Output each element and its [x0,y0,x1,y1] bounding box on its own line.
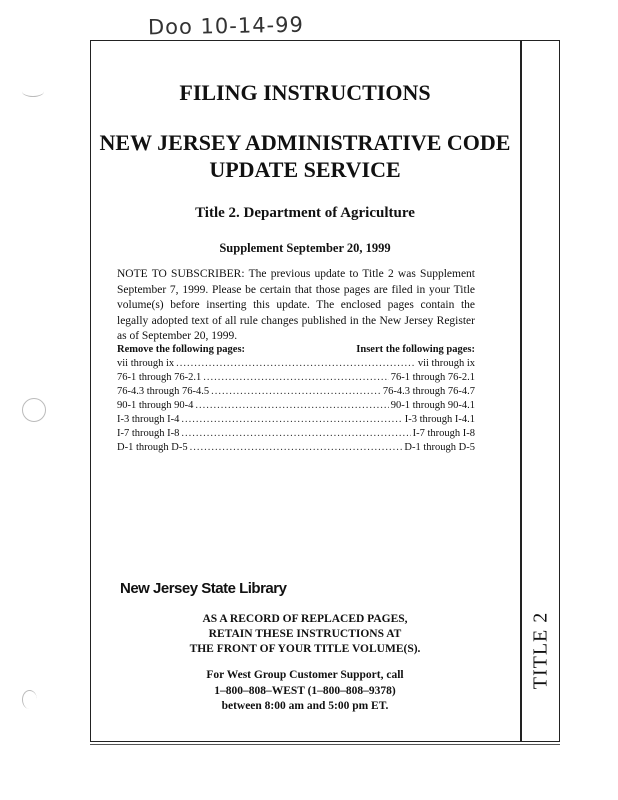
library-stamp: New Jersey State Library [120,580,287,597]
insert-range: 76-4.3 through 76-4.7 [382,386,475,397]
bottom-rule [90,744,560,745]
leader-dots [181,428,410,439]
remove-range: I-7 through I-8 [117,428,180,439]
record-notice [90,612,520,657]
leader-dots [211,386,381,397]
handwritten-stamp: Doo 10-14-99 [147,12,305,40]
leader-dots [195,400,388,411]
leader-dots [190,442,403,453]
table-row [117,386,475,400]
insert-range: I-3 through I-4.1 [404,414,475,425]
note-to-subscriber: NOTE TO SUBSCRIBER: The previous update to Title 2 was Supplement September 7, 1999. Please be certain that those pages are filed in your Title volume(s) before inserting this update. The enclosed pages contain the legally adopted text of all rule changes published in the New Jersey Register as of September 20, 1999. [117,268,475,342]
binder-hole-mark [22,690,37,709]
record-notice-line-1: AS A RECORD OF REPLACED PAGES, [202,613,408,625]
record-notice-line-2: RETAIN THESE INSTRUCTIONS AT [208,628,402,640]
leader-dots [181,414,402,425]
remove-range: 76-4.3 through 76-4.5 [117,386,210,397]
remove-range: 90-1 through 90-4 [117,400,194,411]
support-line-1: For West Group Customer Support, call [206,669,404,681]
filing-instructions-heading: FILING INSTRUCTIONS [179,80,431,105]
insert-range: I-7 through I-8 [412,428,475,439]
table-row [117,442,475,456]
table-row [117,372,475,386]
supplement-date: Supplement September 20, 1999 [219,241,391,255]
insert-range: D-1 through D-5 [404,442,475,453]
table-row [117,414,475,428]
customer-support-info [90,668,520,715]
insert-range: 76-1 through 76-2.1 [390,372,475,383]
support-hours: between 8:00 am and 5:00 pm ET. [221,700,389,712]
table-row [117,400,475,414]
remove-range: D-1 through D-5 [117,442,188,453]
remove-range: vii through ix [117,358,175,369]
title-department: Title 2. Department of Agriculture [195,205,415,221]
service-title [90,129,520,183]
remove-range: I-3 through I-4 [117,414,180,425]
insert-range: vii through ix [417,358,475,369]
remove-header: Remove the following pages: [117,344,246,355]
insert-header: Insert the following pages: [356,344,475,355]
service-title-line-2: UPDATE SERVICE [209,157,401,182]
support-phone: 1–800–808–WEST (1–800–808–9378) [214,684,396,697]
leader-dots [176,358,416,369]
insert-range: 90-1 through 90-4.1 [390,400,475,411]
leader-dots [203,372,388,383]
side-title-label: TITLE 2 [529,611,552,689]
page-replacement-table [117,344,475,456]
binder-hole-mark [22,86,44,97]
side-title-tab [522,600,560,700]
table-row [117,358,475,372]
remove-range: 76-1 through 76-2.1 [117,372,202,383]
record-notice-line-3: THE FRONT OF YOUR TITLE VOLUME(S). [189,643,421,655]
table-row [117,428,475,442]
service-title-line-1: NEW JERSEY ADMINISTRATIVE CODE [99,130,511,155]
page-table-header [117,344,475,358]
binder-hole-mark [22,398,46,422]
